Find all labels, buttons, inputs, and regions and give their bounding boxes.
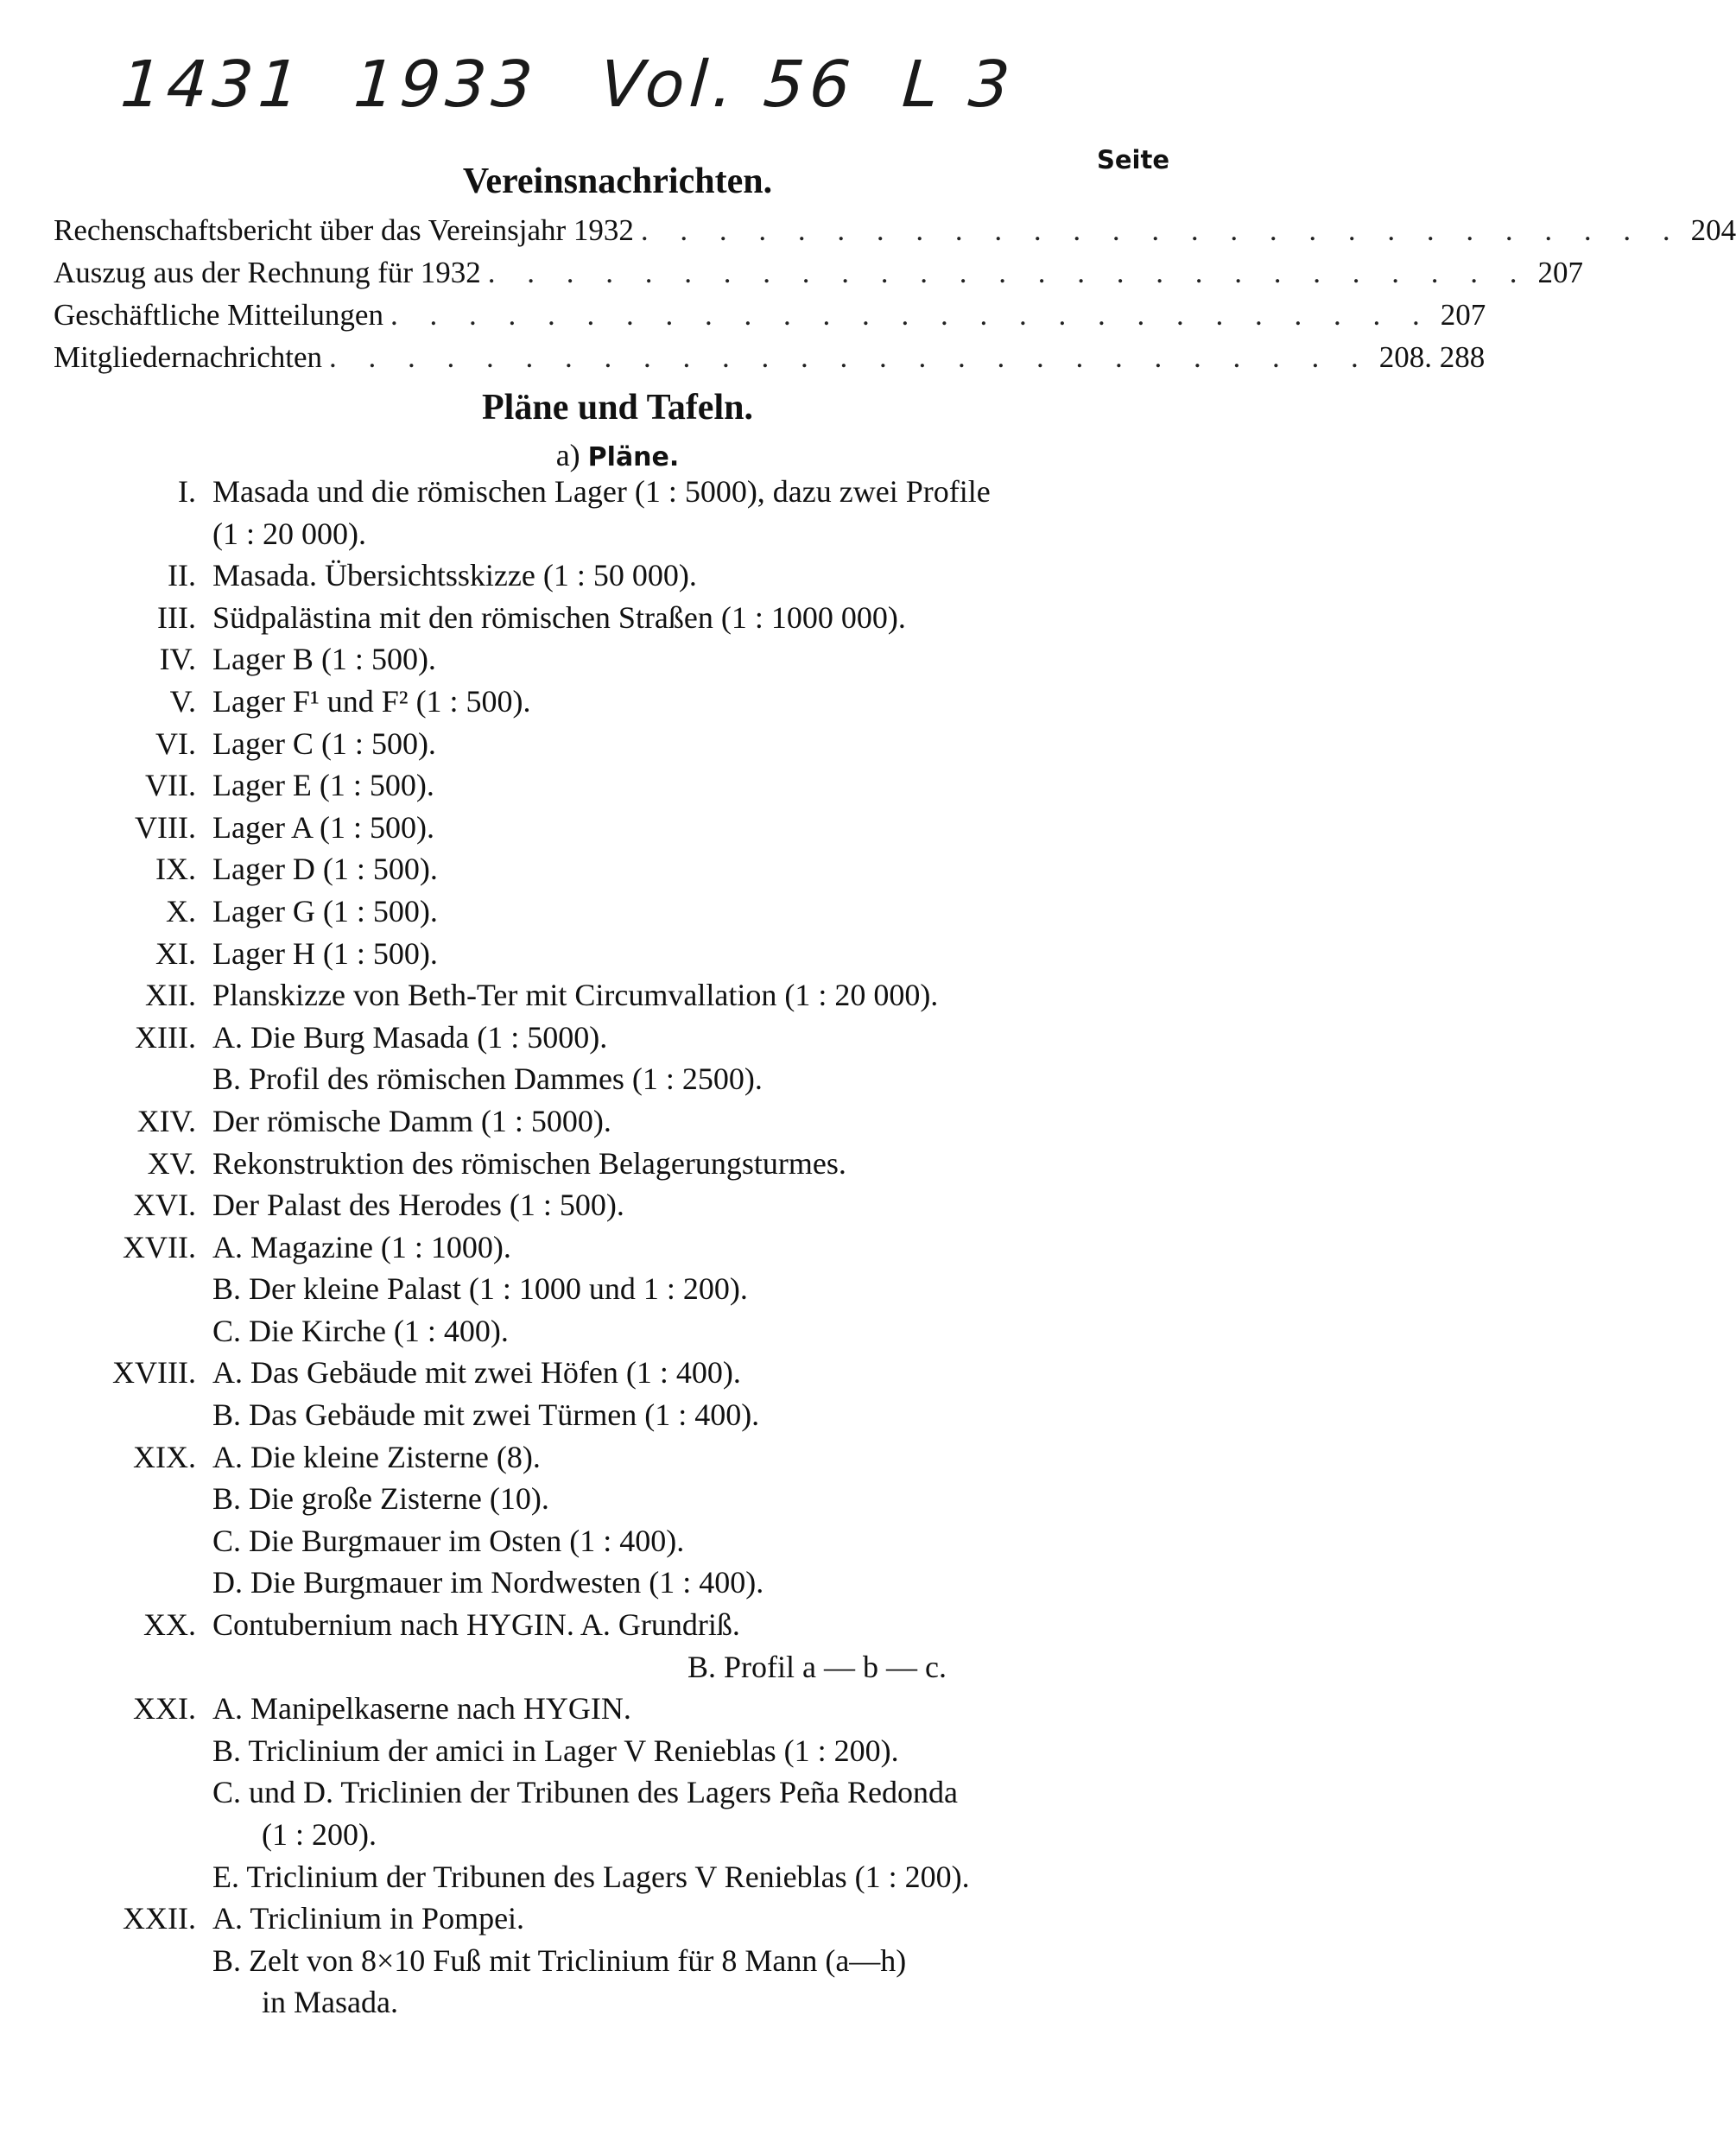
plan-text: Der Palast des Herodes (1 : 500). [212, 1188, 624, 1223]
plan-row [0, 1981, 1277, 2024]
plan-row [0, 1646, 1277, 1689]
plan-text: C. Die Kirche (1 : 400). [212, 1313, 509, 1348]
toc-leader-dots: . . . . . . . . . . . . . . . . . . . . . . . . . . . [390, 298, 1432, 332]
plan-number: II. [168, 558, 196, 593]
section-heading-vereinsnachrichten: Vereinsnachrichten. [462, 162, 773, 201]
plan-text: Masada. Übersichtsskizze (1 : 50 000). [212, 558, 697, 593]
plan-number: IV. [159, 642, 196, 677]
plans-list [0, 471, 1277, 2024]
plan-row [0, 1730, 1277, 1772]
plan-row [0, 1226, 1277, 1269]
plan-row [0, 1856, 1277, 1898]
plan-text: A. Triclinium in Pompei. [212, 1901, 525, 1936]
plan-text: C. und D. Triclinien der Tribunen des Lagers Peña Redonda [212, 1775, 958, 1810]
toc-entry-page: 208. 288 [1378, 340, 1486, 374]
plan-number: VII. [145, 768, 196, 803]
toc-entry [54, 209, 1736, 251]
plan-number: XXII. [123, 1901, 196, 1936]
plan-text: B. Profil des römischen Dammes (1 : 2500). [212, 1061, 763, 1097]
plan-text: Planskizze von Beth-Ter mit Circumvallation (1 : 20 000). [212, 978, 939, 1013]
plan-row [0, 1058, 1277, 1100]
handwritten-part: Vol. 56 [597, 48, 858, 122]
plan-number: I. [178, 474, 196, 509]
plan-number: III. [157, 599, 196, 635]
plan-number: XVI. [133, 1188, 196, 1223]
plan-text: Lager D (1 : 500). [212, 852, 438, 887]
toc-leader-dots: . . . . . . . . . . . . . . . . . . . . . . . . . . . [640, 213, 1682, 247]
plan-number: IX. [155, 852, 196, 887]
plan-number: XII. [145, 978, 196, 1013]
plan-number: X. [166, 893, 196, 928]
plan-text: in Masada. [262, 1985, 398, 2020]
plan-row [0, 513, 1277, 555]
plan-text: Südpalästina mit den römischen Straßen (1 : 1000 000). [212, 599, 906, 635]
plan-row [0, 1184, 1277, 1226]
toc-leader-dots: . . . . . . . . . . . . . . . . . . . . . . . . . . . [328, 340, 1371, 374]
plan-row [0, 974, 1277, 1017]
plan-text: B. Die große Zisterne (10). [212, 1481, 549, 1517]
plan-row [0, 1100, 1277, 1143]
plan-text: C. Die Burgmauer im Osten (1 : 400). [212, 1523, 685, 1558]
plan-text: (1 : 20 000). [212, 516, 366, 551]
plan-row [0, 1814, 1277, 1856]
plan-text: Lager G (1 : 500). [212, 893, 438, 928]
subsection-title: Pläne. [587, 442, 680, 472]
plan-row [0, 1310, 1277, 1353]
toc-entry-title: Mitgliedernachrichten [54, 336, 329, 378]
plan-text: B. Der kleine Palast (1 : 1000 und 1 : 200). [212, 1271, 748, 1307]
plan-row [0, 597, 1277, 639]
plan-row [0, 1771, 1277, 1814]
toc-entry-page: 207 [1537, 256, 1584, 289]
plan-row [0, 1562, 1277, 1604]
plan-row [0, 933, 1277, 975]
toc-leader-dots: . . . . . . . . . . . . . . . . . . . . . . . . . . . [487, 256, 1530, 289]
plan-text: Masada und die römischen Lager (1 : 5000), dazu zwei Profile [212, 474, 991, 509]
page-column-label: Seite [1096, 145, 1169, 174]
plan-row [0, 1898, 1277, 1940]
plan-number: XIV. [136, 1103, 196, 1138]
plan-text: A. Die Burg Masada (1 : 5000). [212, 1019, 608, 1055]
toc-entry-title: Geschäftliche Mitteilungen [54, 294, 390, 336]
plan-row [0, 1688, 1277, 1730]
toc-entry-title: Auszug aus der Rechnung für 1932 [54, 251, 488, 294]
plan-number: XVII. [123, 1229, 196, 1264]
plan-text: B. Profil a — b — c. [687, 1649, 947, 1684]
plan-row [0, 1352, 1277, 1394]
plan-number: XIII. [135, 1019, 196, 1055]
plan-text: Lager E (1 : 500). [212, 768, 434, 803]
plan-text: (1 : 200). [262, 1817, 377, 1852]
plan-row [0, 723, 1277, 765]
plan-text: A. Die kleine Zisterne (8). [212, 1439, 541, 1474]
handwritten-part: 1431 [117, 48, 307, 122]
plan-text: Lager H (1 : 500). [212, 935, 438, 971]
plan-text: B. Das Gebäude mit zwei Türmen (1 : 400). [212, 1397, 760, 1433]
subsection-heading-plaene [0, 437, 1235, 473]
toc-entry [54, 294, 1486, 336]
plan-row [0, 807, 1277, 849]
plan-text: B. Zelt von 8×10 Fuß mit Triclinium für 8 Mann (a—h) [212, 1942, 907, 1978]
plan-text: Lager A (1 : 500). [212, 809, 434, 845]
plan-number: XV. [147, 1145, 196, 1181]
plan-row [0, 1394, 1277, 1436]
plan-row [0, 1143, 1277, 1185]
plan-row [0, 1478, 1277, 1520]
plan-number: XXI. [133, 1691, 196, 1727]
toc-entry-title: Rechenschaftsbericht über das Vereinsjahr 1932 [54, 209, 641, 251]
plan-row [0, 848, 1277, 890]
plan-text: Lager F¹ und F² (1 : 500). [212, 683, 531, 719]
plan-row [0, 554, 1277, 597]
plan-row [0, 471, 1277, 513]
toc-list [54, 209, 1736, 378]
plan-row [0, 764, 1277, 807]
plan-text: Lager C (1 : 500). [212, 726, 436, 761]
handwritten-note [117, 48, 1114, 143]
plan-row [0, 638, 1277, 681]
handwritten-part: L 3 [899, 48, 1017, 122]
plan-row [0, 1940, 1277, 1982]
plan-text: E. Triclinium der Tribunen des Lagers V Renieblas (1 : 200). [212, 1859, 970, 1894]
plan-row [0, 1017, 1277, 1059]
toc-entry [54, 336, 1486, 378]
plan-number: XVIII. [112, 1355, 196, 1391]
toc-entry [54, 251, 1584, 294]
plan-row [0, 1520, 1277, 1562]
plan-row [0, 890, 1277, 933]
subsection-letter: a) [555, 438, 580, 472]
plan-text: Rekonstruktion des römischen Belagerungsturmes. [212, 1145, 846, 1181]
toc-entry-page: 204 [1690, 213, 1736, 247]
plan-text: A. Magazine (1 : 1000). [212, 1229, 511, 1264]
plan-text: D. Die Burgmauer im Nordwesten (1 : 400). [212, 1565, 764, 1600]
plan-number: VIII. [135, 809, 196, 845]
plan-number: VI. [155, 726, 196, 761]
plan-text: Lager B (1 : 500). [212, 642, 436, 677]
plan-row [0, 1268, 1277, 1310]
toc-entry-page: 207 [1440, 298, 1486, 332]
plan-row [0, 681, 1277, 723]
plan-row [0, 1604, 1277, 1646]
plan-text: B. Triclinium der amici in Lager V Renieblas (1 : 200). [212, 1733, 899, 1768]
plan-text: Der römische Damm (1 : 5000). [212, 1103, 611, 1138]
plan-number: XI. [155, 935, 196, 971]
plan-number: XIX. [133, 1439, 196, 1474]
plan-text: A. Manipelkaserne nach HYGIN. [212, 1691, 631, 1727]
handwritten-part: 1933 [351, 48, 541, 122]
plan-number: V. [169, 683, 196, 719]
plan-text: A. Das Gebäude mit zwei Höfen (1 : 400). [212, 1355, 741, 1391]
plan-number: XX. [143, 1607, 196, 1643]
plan-text: Contubernium nach HYGIN. A. Grundriß. [212, 1607, 740, 1643]
plan-row [0, 1436, 1277, 1479]
section-heading-plaene-und-tafeln: Pläne und Tafeln. [482, 388, 753, 428]
